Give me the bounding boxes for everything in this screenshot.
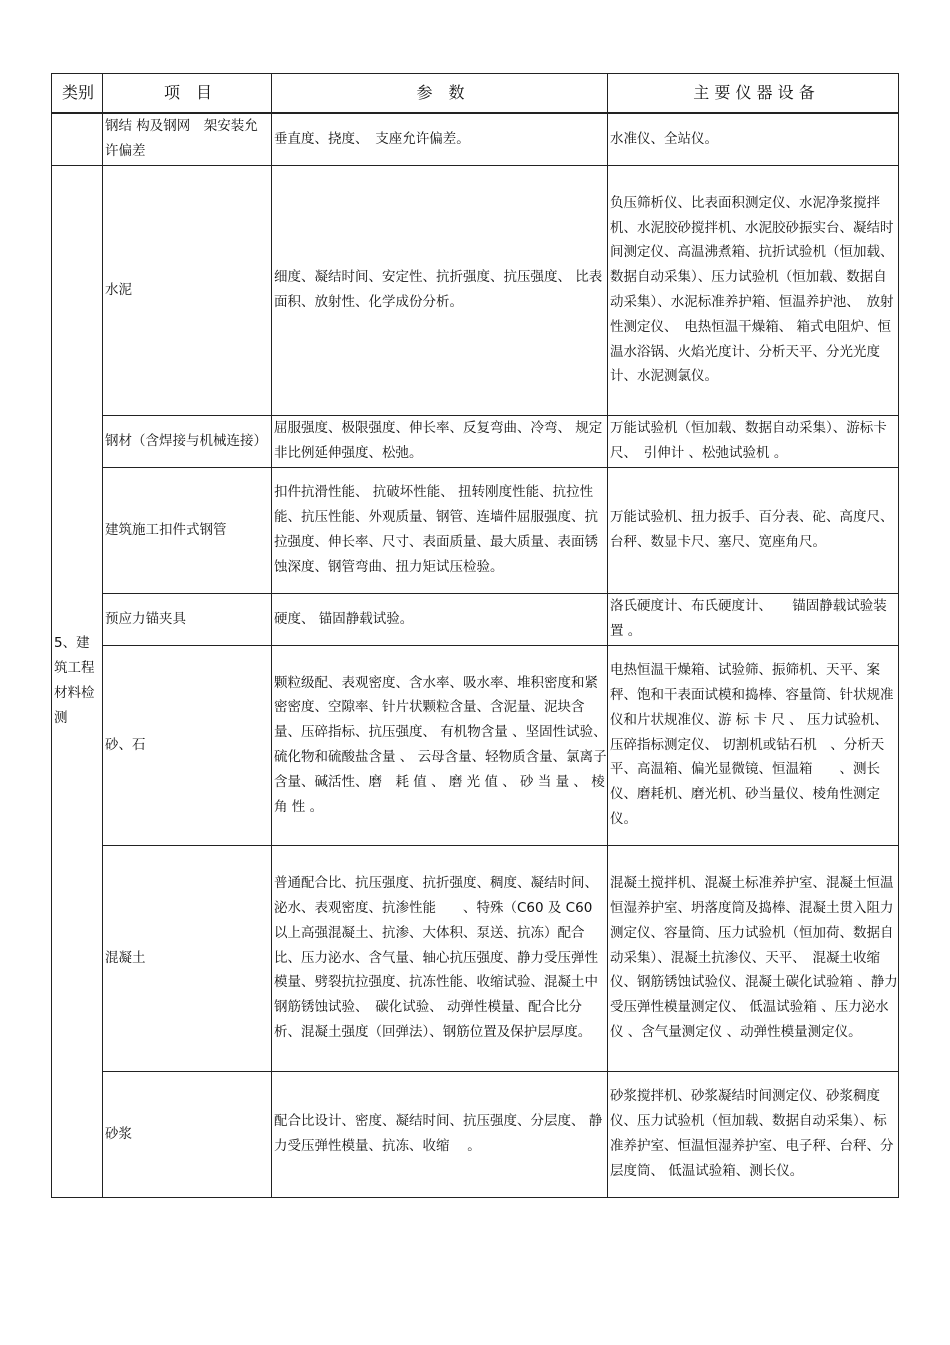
parameters-cell: 细度、凝结时间、安定性、抗折强度、抗压强度、 比表面积、放射性、化学成份分析。 — [272, 165, 608, 415]
equipment-cell: 水准仪、全站仪。 — [608, 113, 899, 165]
parameters-cell: 扣件抗滑性能、 抗破坏性能、 扭转刚度性能、抗拉性能、抗压性能、外观质量、钢管、连墙件屈服强度、抗拉强度、伸长率、尺寸、表面质量、最大质量、表面锈蚀深度、钢管弯曲、扭力矩试压检验。 — [272, 467, 608, 593]
equipment-cell: 电热恒温干燥箱、试验筛、振筛机、天平、案秤、饱和干表面试模和捣棒、容量筒、针状规准仪和片状规准仪、游 标 卡 尺 、 压力试验机、压碎指标测定仪、 切割机或钻石机 、分析天平、高温箱、偏光显微镜、恒温箱 、测长仪、磨耗机、磨光机、砂当量仪、棱角性测定仪。 — [608, 645, 899, 845]
table-row — [52, 645, 899, 845]
testing-scope-table — [51, 73, 899, 1198]
parameters-cell: 颗粒级配、表观密度、含水率、吸水率、堆积密度和紧密密度、空隙率、针片状颗粒含量、含泥量、泥块含量、压碎指标、抗压强度、 有机物含量 、坚固性试验、硫化物和硫酸盐含量 、 云母含量、轻物质含量、氯离子含量、碱活性、磨 耗 值 、 磨 光 值 、 砂 当 量 、 棱 角 性 。 — [272, 645, 608, 845]
parameters-cell: 屈服强度、极限强度、伸长率、反复弯曲、冷弯、 规定非比例延伸强度、松弛。 — [272, 415, 608, 467]
item-cell: 混凝土 — [103, 845, 272, 1071]
header-row — [52, 74, 899, 114]
parameters-cell: 配合比设计、密度、凝结时间、抗压强度、分层度、 静力受压弹性模量、抗冻、收缩 。 — [272, 1071, 608, 1197]
category-cell: 5、建筑工程材料检测 — [52, 165, 103, 1197]
item-cell: 砂、石 — [103, 645, 272, 845]
equipment-cell: 万能试验机（恒加载、数据自动采集）、游标卡尺、 引伸计 、松弛试验机 。 — [608, 415, 899, 467]
table-row — [52, 845, 899, 1071]
category-cell-empty — [52, 113, 103, 165]
table-row — [52, 593, 899, 645]
equipment-cell: 混凝土搅拌机、混凝土标准养护室、混凝土恒温恒湿养护室、坍落度筒及捣棒、混凝土贯入阻力测定仪、容量筒、压力试验机（恒加荷、数据自动采集）、混凝土抗渗仪、天平、 混凝土收缩仪、钢筋锈蚀试验仪、混凝土碳化试验箱 、静力受压弹性模量测定仪、 低温试验箱 、压力泌水仪 、含气量测定仪 、动弹性模量测定仪。 — [608, 845, 899, 1071]
table-row — [52, 113, 899, 165]
header-parameters: 参 数 — [272, 74, 608, 114]
equipment-cell: 砂浆搅拌机、砂浆凝结时间测定仪、砂浆稠度仪、压力试验机（恒加载、数据自动采集）、标准养护室、恒温恒湿养护室、电子秤、台秤、分层度筒、 低温试验箱、测长仪。 — [608, 1071, 899, 1197]
header-category: 类别 — [52, 74, 103, 114]
parameters-cell: 垂直度、挠度、 支座允许偏差。 — [272, 113, 608, 165]
equipment-cell: 负压筛析仪、比表面积测定仪、水泥净浆搅拌机、水泥胶砂搅拌机、水泥胶砂振实台、凝结时间测定仪、高温沸煮箱、抗折试验机（恒加载、数据自动采集）、压力试验机（恒加载、数据自动采集）、水泥标准养护箱、恒温养护池、 放射性测定仪、 电热恒温干燥箱、 箱式电阻炉、恒温水浴锅、火焰光度计、分析天平、分光光度计、水泥测氯仪。 — [608, 165, 899, 415]
item-cell: 钢材（含焊接与机械连接） — [103, 415, 272, 467]
item-cell: 预应力锚夹具 — [103, 593, 272, 645]
parameters-cell: 普通配合比、抗压强度、抗折强度、稠度、凝结时间、泌水、表观密度、抗渗性能 、特殊（C60 及 C60 以上高强混凝土、抗渗、大体积、泵送、抗冻）配合比、压力泌水、含气量、轴心抗压强度、静力受压弹性模量、劈裂抗拉强度、抗冻性能、收缩试验、混凝土中钢筋锈蚀试验、 碳化试验、 动弹性模量、配合比分析、混凝土强度（回弹法）、钢筋位置及保护层厚度。 — [272, 845, 608, 1071]
item-cell: 钢结 构及钢网 架安装允许偏差 — [103, 113, 272, 165]
item-cell: 建筑施工扣件式钢管 — [103, 467, 272, 593]
header-item: 项 目 — [103, 74, 272, 114]
parameters-cell: 硬度、 锚固静载试验。 — [272, 593, 608, 645]
header-equipment: 主 要 仪 器 设 备 — [608, 74, 899, 114]
item-cell: 水泥 — [103, 165, 272, 415]
item-cell: 砂浆 — [103, 1071, 272, 1197]
table-row — [52, 467, 899, 593]
equipment-cell: 洛氏硬度计、布氏硬度计、 锚固静载试验装置 。 — [608, 593, 899, 645]
table-row — [52, 415, 899, 467]
table-row — [52, 1071, 899, 1197]
table-row — [52, 165, 899, 415]
equipment-cell: 万能试验机、扭力扳手、百分表、砣、高度尺、 台秤、数显卡尺、塞尺、宽座角尺。 — [608, 467, 899, 593]
